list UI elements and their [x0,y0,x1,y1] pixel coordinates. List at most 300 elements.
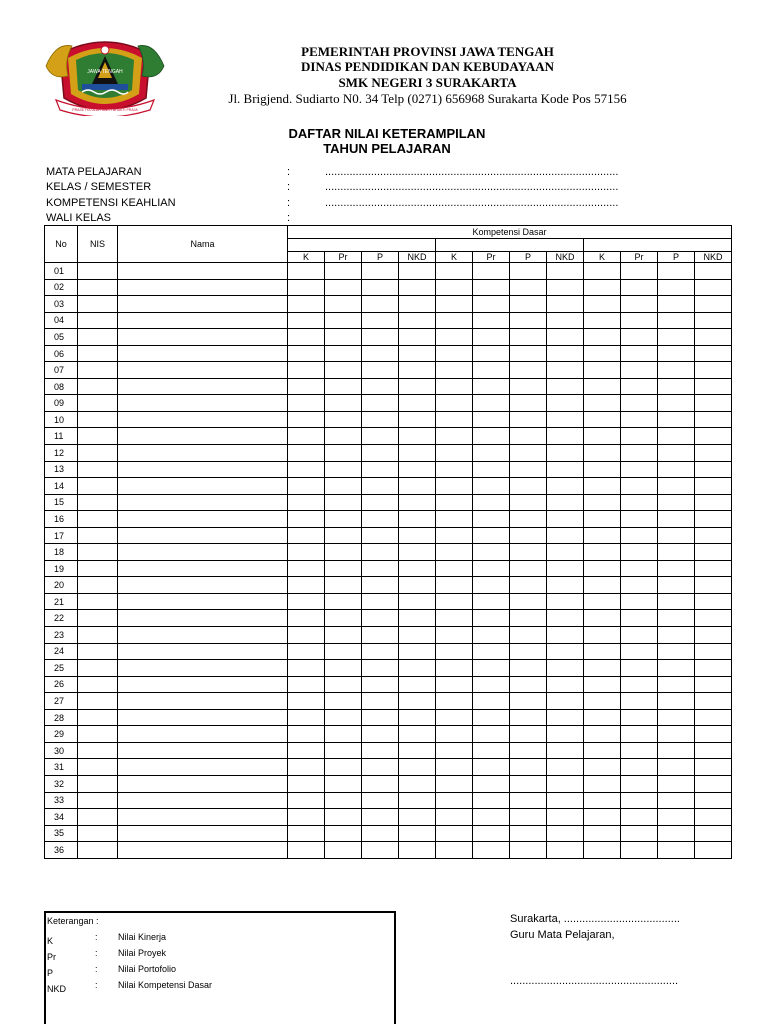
score-cell[interactable] [510,709,547,726]
score-cell[interactable] [584,560,621,577]
score-cell[interactable] [547,577,584,594]
score-cell[interactable] [362,759,399,776]
score-cell[interactable] [547,593,584,610]
score-cell[interactable] [473,411,510,428]
score-cell[interactable] [288,461,325,478]
nis-cell[interactable] [78,461,118,478]
score-cell[interactable] [436,676,473,693]
nis-cell[interactable] [78,693,118,710]
score-cell[interactable] [621,527,658,544]
score-cell[interactable] [399,610,436,627]
score-cell[interactable] [547,560,584,577]
score-cell[interactable] [621,742,658,759]
score-cell[interactable] [325,577,362,594]
score-cell[interactable] [473,610,510,627]
score-cell[interactable] [510,428,547,445]
score-cell[interactable] [621,428,658,445]
score-cell[interactable] [510,560,547,577]
score-cell[interactable] [621,709,658,726]
score-cell[interactable] [547,362,584,379]
nama-cell[interactable] [118,329,288,346]
score-cell[interactable] [399,792,436,809]
score-cell[interactable] [288,709,325,726]
score-cell[interactable] [658,511,695,528]
score-cell[interactable] [547,759,584,776]
nis-cell[interactable] [78,279,118,296]
score-cell[interactable] [436,312,473,329]
score-cell[interactable] [621,660,658,677]
nama-cell[interactable] [118,726,288,743]
score-cell[interactable] [547,445,584,462]
nis-cell[interactable] [78,560,118,577]
nis-cell[interactable] [78,428,118,445]
score-cell[interactable] [547,461,584,478]
score-cell[interactable] [362,792,399,809]
score-cell[interactable] [288,263,325,280]
score-cell[interactable] [362,329,399,346]
score-cell[interactable] [547,709,584,726]
score-cell[interactable] [510,742,547,759]
score-cell[interactable] [547,742,584,759]
score-cell[interactable] [658,742,695,759]
score-cell[interactable] [473,494,510,511]
score-cell[interactable] [658,842,695,859]
score-cell[interactable] [695,345,732,362]
score-cell[interactable] [362,775,399,792]
score-cell[interactable] [695,792,732,809]
score-cell[interactable] [621,759,658,776]
score-cell[interactable] [547,825,584,842]
nama-cell[interactable] [118,809,288,826]
nama-cell[interactable] [118,577,288,594]
score-cell[interactable] [362,726,399,743]
score-cell[interactable] [288,643,325,660]
score-cell[interactable] [288,395,325,412]
score-cell[interactable] [399,279,436,296]
score-cell[interactable] [584,544,621,561]
score-cell[interactable] [584,395,621,412]
score-cell[interactable] [436,544,473,561]
score-cell[interactable] [695,825,732,842]
score-cell[interactable] [547,544,584,561]
nama-cell[interactable] [118,527,288,544]
score-cell[interactable] [621,560,658,577]
nis-cell[interactable] [78,395,118,412]
score-cell[interactable] [362,610,399,627]
score-cell[interactable] [325,643,362,660]
score-cell[interactable] [695,527,732,544]
score-cell[interactable] [436,445,473,462]
score-cell[interactable] [436,660,473,677]
score-cell[interactable] [288,775,325,792]
score-cell[interactable] [621,627,658,644]
score-cell[interactable] [510,312,547,329]
nama-cell[interactable] [118,709,288,726]
score-cell[interactable] [621,792,658,809]
score-cell[interactable] [658,560,695,577]
nama-cell[interactable] [118,676,288,693]
score-cell[interactable] [695,362,732,379]
score-cell[interactable] [436,296,473,313]
score-cell[interactable] [658,478,695,495]
score-cell[interactable] [621,362,658,379]
score-cell[interactable] [288,759,325,776]
score-cell[interactable] [621,544,658,561]
score-cell[interactable] [510,610,547,627]
score-cell[interactable] [325,428,362,445]
score-cell[interactable] [436,627,473,644]
score-cell[interactable] [695,461,732,478]
score-cell[interactable] [510,296,547,313]
score-cell[interactable] [473,362,510,379]
score-cell[interactable] [399,329,436,346]
score-cell[interactable] [362,494,399,511]
score-cell[interactable] [325,494,362,511]
score-cell[interactable] [621,775,658,792]
nis-cell[interactable] [78,809,118,826]
score-cell[interactable] [510,345,547,362]
score-cell[interactable] [436,742,473,759]
score-cell[interactable] [399,643,436,660]
score-cell[interactable] [695,329,732,346]
score-cell[interactable] [325,395,362,412]
nis-cell[interactable] [78,445,118,462]
score-cell[interactable] [325,527,362,544]
nama-cell[interactable] [118,627,288,644]
score-cell[interactable] [473,759,510,776]
score-cell[interactable] [621,478,658,495]
nama-cell[interactable] [118,378,288,395]
score-cell[interactable] [473,660,510,677]
score-cell[interactable] [695,809,732,826]
score-cell[interactable] [658,726,695,743]
score-cell[interactable] [325,296,362,313]
score-cell[interactable] [399,627,436,644]
nama-cell[interactable] [118,478,288,495]
score-cell[interactable] [510,279,547,296]
score-cell[interactable] [436,362,473,379]
score-cell[interactable] [621,312,658,329]
score-cell[interactable] [473,693,510,710]
score-cell[interactable] [547,428,584,445]
score-cell[interactable] [547,627,584,644]
nama-cell[interactable] [118,395,288,412]
nis-cell[interactable] [78,842,118,859]
score-cell[interactable] [584,809,621,826]
score-cell[interactable] [325,610,362,627]
score-cell[interactable] [473,378,510,395]
score-cell[interactable] [473,527,510,544]
score-cell[interactable] [695,494,732,511]
nama-cell[interactable] [118,296,288,313]
score-cell[interactable] [510,577,547,594]
score-cell[interactable] [399,660,436,677]
score-cell[interactable] [621,263,658,280]
score-cell[interactable] [473,478,510,495]
nis-cell[interactable] [78,345,118,362]
score-cell[interactable] [362,478,399,495]
score-cell[interactable] [288,296,325,313]
score-cell[interactable] [399,478,436,495]
score-cell[interactable] [473,461,510,478]
score-cell[interactable] [584,709,621,726]
nis-cell[interactable] [78,825,118,842]
score-cell[interactable] [584,329,621,346]
nama-cell[interactable] [118,411,288,428]
score-cell[interactable] [510,395,547,412]
nama-cell[interactable] [118,643,288,660]
score-cell[interactable] [436,693,473,710]
score-cell[interactable] [436,593,473,610]
score-cell[interactable] [473,676,510,693]
score-cell[interactable] [473,709,510,726]
score-cell[interactable] [621,378,658,395]
score-cell[interactable] [436,610,473,627]
score-cell[interactable] [473,329,510,346]
score-cell[interactable] [473,279,510,296]
field-value[interactable]: ................................................................................................ [325,181,619,193]
score-cell[interactable] [658,759,695,776]
score-cell[interactable] [399,742,436,759]
score-cell[interactable] [399,345,436,362]
score-cell[interactable] [547,263,584,280]
score-cell[interactable] [473,445,510,462]
score-cell[interactable] [288,577,325,594]
score-cell[interactable] [436,825,473,842]
score-cell[interactable] [510,263,547,280]
score-cell[interactable] [695,378,732,395]
score-cell[interactable] [473,312,510,329]
score-cell[interactable] [325,511,362,528]
score-cell[interactable] [288,693,325,710]
score-cell[interactable] [473,511,510,528]
nama-cell[interactable] [118,263,288,280]
score-cell[interactable] [436,809,473,826]
score-cell[interactable] [399,263,436,280]
score-cell[interactable] [584,775,621,792]
score-cell[interactable] [399,461,436,478]
nis-cell[interactable] [78,577,118,594]
score-cell[interactable] [584,461,621,478]
score-cell[interactable] [399,676,436,693]
score-cell[interactable] [436,428,473,445]
score-cell[interactable] [325,378,362,395]
score-cell[interactable] [621,593,658,610]
score-cell[interactable] [658,445,695,462]
score-cell[interactable] [288,378,325,395]
score-cell[interactable] [510,643,547,660]
score-cell[interactable] [473,577,510,594]
score-cell[interactable] [658,709,695,726]
score-cell[interactable] [473,792,510,809]
score-cell[interactable] [325,792,362,809]
score-cell[interactable] [325,660,362,677]
nis-cell[interactable] [78,263,118,280]
nama-cell[interactable] [118,312,288,329]
score-cell[interactable] [288,428,325,445]
score-cell[interactable] [436,560,473,577]
score-cell[interactable] [584,577,621,594]
score-cell[interactable] [621,842,658,859]
score-cell[interactable] [399,312,436,329]
nis-cell[interactable] [78,643,118,660]
score-cell[interactable] [473,544,510,561]
score-cell[interactable] [362,660,399,677]
score-cell[interactable] [325,478,362,495]
score-cell[interactable] [547,775,584,792]
score-cell[interactable] [399,378,436,395]
score-cell[interactable] [436,279,473,296]
score-cell[interactable] [288,478,325,495]
score-cell[interactable] [362,693,399,710]
score-cell[interactable] [621,809,658,826]
score-cell[interactable] [658,494,695,511]
score-cell[interactable] [399,693,436,710]
score-cell[interactable] [325,726,362,743]
nis-cell[interactable] [78,593,118,610]
score-cell[interactable] [621,296,658,313]
nama-cell[interactable] [118,825,288,842]
score-cell[interactable] [658,825,695,842]
score-cell[interactable] [288,279,325,296]
score-cell[interactable] [510,676,547,693]
nis-cell[interactable] [78,494,118,511]
score-cell[interactable] [436,411,473,428]
score-cell[interactable] [547,643,584,660]
score-cell[interactable] [658,593,695,610]
score-cell[interactable] [621,345,658,362]
score-cell[interactable] [325,445,362,462]
score-cell[interactable] [399,411,436,428]
score-cell[interactable] [547,279,584,296]
score-cell[interactable] [695,445,732,462]
score-cell[interactable] [584,296,621,313]
score-cell[interactable] [621,577,658,594]
score-cell[interactable] [695,395,732,412]
score-cell[interactable] [658,544,695,561]
score-cell[interactable] [584,445,621,462]
score-cell[interactable] [473,842,510,859]
score-cell[interactable] [362,378,399,395]
score-cell[interactable] [547,809,584,826]
score-cell[interactable] [547,329,584,346]
score-cell[interactable] [325,709,362,726]
score-cell[interactable] [658,296,695,313]
score-cell[interactable] [510,527,547,544]
score-cell[interactable] [547,511,584,528]
score-cell[interactable] [695,560,732,577]
score-cell[interactable] [658,809,695,826]
nama-cell[interactable] [118,511,288,528]
nama-cell[interactable] [118,693,288,710]
score-cell[interactable] [325,279,362,296]
score-cell[interactable] [510,329,547,346]
nama-cell[interactable] [118,759,288,776]
nis-cell[interactable] [78,759,118,776]
score-cell[interactable] [288,660,325,677]
score-cell[interactable] [695,693,732,710]
score-cell[interactable] [399,759,436,776]
nama-cell[interactable] [118,775,288,792]
score-cell[interactable] [621,395,658,412]
score-cell[interactable] [658,775,695,792]
score-cell[interactable] [436,511,473,528]
score-cell[interactable] [288,329,325,346]
score-cell[interactable] [695,726,732,743]
score-cell[interactable] [436,478,473,495]
score-cell[interactable] [510,660,547,677]
score-cell[interactable] [288,411,325,428]
score-cell[interactable] [473,627,510,644]
score-cell[interactable] [325,593,362,610]
score-cell[interactable] [695,610,732,627]
score-cell[interactable] [510,775,547,792]
score-cell[interactable] [436,395,473,412]
score-cell[interactable] [510,842,547,859]
score-cell[interactable] [695,312,732,329]
score-cell[interactable] [584,610,621,627]
score-cell[interactable] [695,709,732,726]
score-cell[interactable] [399,577,436,594]
score-cell[interactable] [584,362,621,379]
score-cell[interactable] [399,809,436,826]
score-cell[interactable] [399,511,436,528]
score-cell[interactable] [362,362,399,379]
score-cell[interactable] [362,544,399,561]
score-cell[interactable] [695,428,732,445]
nama-cell[interactable] [118,494,288,511]
score-cell[interactable] [399,296,436,313]
score-cell[interactable] [510,511,547,528]
score-cell[interactable] [288,544,325,561]
score-cell[interactable] [399,560,436,577]
score-cell[interactable] [399,362,436,379]
score-cell[interactable] [658,527,695,544]
score-cell[interactable] [473,742,510,759]
score-cell[interactable] [436,329,473,346]
score-cell[interactable] [547,494,584,511]
score-cell[interactable] [325,461,362,478]
score-cell[interactable] [436,577,473,594]
nama-cell[interactable] [118,660,288,677]
score-cell[interactable] [695,676,732,693]
score-cell[interactable] [621,329,658,346]
nis-cell[interactable] [78,676,118,693]
score-cell[interactable] [362,842,399,859]
score-cell[interactable] [584,759,621,776]
score-cell[interactable] [362,345,399,362]
score-cell[interactable] [584,263,621,280]
score-cell[interactable] [325,759,362,776]
score-cell[interactable] [584,312,621,329]
score-cell[interactable] [695,279,732,296]
score-cell[interactable] [325,263,362,280]
nama-cell[interactable] [118,610,288,627]
score-cell[interactable] [325,676,362,693]
score-cell[interactable] [510,825,547,842]
score-cell[interactable] [658,643,695,660]
score-cell[interactable] [436,378,473,395]
score-cell[interactable] [399,842,436,859]
score-cell[interactable] [325,560,362,577]
score-cell[interactable] [288,494,325,511]
nama-cell[interactable] [118,428,288,445]
nis-cell[interactable] [78,362,118,379]
score-cell[interactable] [510,726,547,743]
score-cell[interactable] [510,792,547,809]
score-cell[interactable] [399,395,436,412]
score-cell[interactable] [547,296,584,313]
